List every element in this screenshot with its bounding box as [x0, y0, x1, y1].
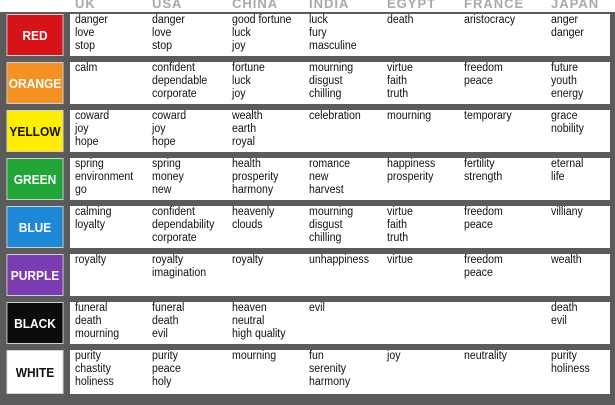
meaning-cell-china: [232, 14, 297, 53]
meaning-word: luck: [232, 27, 251, 39]
header-india: INDIA: [309, 0, 350, 11]
meaning-word: stop: [152, 40, 173, 52]
meaning-cell-usa: [152, 254, 211, 280]
meaning-cell-egypt: [387, 350, 402, 363]
meaning-cell-france: [464, 206, 506, 232]
meaning-word: joy: [75, 123, 89, 135]
meaning-cell-uk: [75, 14, 111, 53]
meaning-cell-japan: [551, 254, 584, 267]
header-japan: JAPAN: [551, 0, 600, 11]
meaning-word: harmony: [232, 184, 274, 196]
meaning-word: freedom: [464, 62, 503, 74]
meaning-word: virtue: [387, 254, 413, 266]
meaning-word: grace: [551, 110, 578, 122]
meaning-word: danger: [75, 14, 108, 26]
meaning-cell-france: [464, 158, 506, 184]
meaning-cell-china: [232, 350, 280, 363]
meanings-strip: [70, 302, 610, 344]
meaning-word: disgust: [309, 75, 343, 87]
meaning-word: energy: [551, 88, 584, 100]
header-china: CHINA: [232, 0, 279, 11]
meaning-cell-china: [232, 302, 290, 341]
color-row-orange: [0, 60, 615, 106]
meaning-word: fortune: [232, 62, 265, 74]
meaning-cell-india: [309, 62, 357, 101]
meaning-word: funeral: [152, 302, 185, 314]
meaning-cell-france: [464, 62, 506, 88]
meaning-word: royalty: [75, 254, 107, 266]
color-label: PURPLE: [6, 254, 63, 296]
meaning-word: purity: [75, 350, 101, 362]
meaning-word: money: [152, 171, 184, 183]
meaning-word: truth: [387, 88, 409, 100]
meaning-word: neutral: [232, 315, 265, 327]
meaning-word: joy: [232, 88, 246, 100]
meaning-word: harmony: [309, 376, 351, 388]
meaning-word: environment: [75, 171, 134, 183]
meaning-word: unhappiness: [309, 254, 370, 266]
meaning-word: strength: [464, 171, 503, 183]
meaning-word: freedom: [464, 254, 503, 266]
header-usa: USA: [152, 0, 183, 11]
meaning-word: coward: [152, 110, 187, 122]
meaning-word: chastity: [75, 363, 111, 375]
meaning-cell-china: [232, 254, 266, 267]
meaning-word: mourning: [309, 62, 354, 74]
meaning-word: calming: [75, 206, 112, 218]
meaning-word: spring: [152, 158, 181, 170]
meaning-cell-france: [464, 254, 506, 280]
meaning-cell-uk: [75, 254, 109, 267]
color-label: ORANGE: [6, 62, 63, 104]
meaning-word: royalty: [152, 254, 184, 266]
meaning-word: joy: [152, 123, 166, 135]
meaning-cell-egypt: [387, 158, 439, 184]
meaning-cell-uk: [75, 158, 138, 197]
meaning-cell-uk: [75, 350, 117, 389]
meaning-word: death: [387, 14, 414, 26]
meaning-word: danger: [551, 27, 584, 39]
meaning-word: high quality: [232, 328, 286, 340]
color-row-yellow: [0, 108, 615, 154]
meaning-word: evil: [152, 328, 168, 340]
color-label: BLACK: [6, 302, 63, 344]
meaning-word: luck: [309, 14, 328, 26]
meaning-cell-uk: [75, 62, 99, 75]
meaning-word: prosperity: [232, 171, 279, 183]
meaning-word: fertility: [464, 158, 495, 170]
meaning-word: new: [152, 184, 172, 196]
meaning-cell-france: [464, 350, 511, 363]
meaning-word: hope: [152, 136, 176, 148]
meaning-cell-france: [464, 110, 516, 123]
meaning-word: fury: [309, 27, 327, 39]
meaning-cell-japan: [551, 14, 587, 40]
meaning-word: holy: [152, 376, 172, 388]
meaning-word: health: [232, 158, 261, 170]
meaning-cell-usa: [152, 158, 187, 197]
meaning-word: chilling: [309, 88, 342, 100]
meaning-cell-france: [464, 14, 520, 27]
meaning-cell-india: [309, 110, 365, 123]
meaning-word: corporate: [152, 232, 197, 244]
meaning-cell-usa: [152, 206, 220, 245]
meaning-word: clouds: [232, 219, 263, 231]
meaning-word: royalty: [232, 254, 264, 266]
meaning-cell-india: [309, 350, 354, 389]
meaning-word: love: [75, 27, 95, 39]
meaning-word: stop: [75, 40, 96, 52]
color-row-black: [0, 300, 615, 346]
meaning-word: luck: [232, 75, 251, 87]
meaning-word: danger: [152, 14, 185, 26]
meaning-word: hope: [75, 136, 99, 148]
meaning-cell-egypt: [387, 254, 415, 267]
meaning-word: death: [152, 315, 179, 327]
meaning-cell-usa: [152, 110, 189, 149]
meaning-word: calm: [75, 62, 98, 74]
meaning-cell-japan: [551, 62, 586, 101]
meaning-word: serenity: [309, 363, 347, 375]
color-label: GREEN: [6, 158, 63, 200]
meaning-word: neutrality: [464, 350, 507, 362]
meaning-word: youth: [551, 75, 577, 87]
meaning-cell-uk: [75, 206, 115, 232]
meaning-cell-japan: [551, 206, 586, 219]
color-label: YELLOW: [6, 110, 63, 152]
meaning-word: faith: [387, 75, 408, 87]
meaning-cell-japan: [551, 302, 580, 328]
meaning-word: wealth: [551, 254, 582, 266]
meaning-cell-egypt: [387, 206, 415, 245]
meaning-word: corporate: [152, 88, 197, 100]
meaning-word: truth: [387, 232, 409, 244]
meaning-word: heaven: [232, 302, 267, 314]
meaning-word: peace: [152, 363, 181, 375]
meaning-cell-india: [309, 254, 374, 267]
meaning-word: heavenly: [232, 206, 275, 218]
meaning-word: holiness: [551, 363, 590, 375]
meaning-word: evil: [551, 315, 567, 327]
meaning-word: purity: [152, 350, 178, 362]
color-label: WHITE: [6, 350, 63, 394]
meaning-word: joy: [387, 350, 401, 362]
meaning-cell-uk: [75, 110, 112, 149]
meaning-word: future: [551, 62, 579, 74]
color-row-white: [0, 348, 615, 396]
meaning-word: wealth: [232, 110, 263, 122]
header-france: FRANCE: [464, 0, 525, 11]
meaning-word: dependability: [152, 219, 215, 231]
meaning-word: virtue: [387, 206, 413, 218]
meaning-word: loyalty: [75, 219, 106, 231]
color-row-purple: [0, 252, 615, 298]
meaning-word: eternal: [551, 158, 584, 170]
meaning-word: temporary: [464, 110, 512, 122]
meaning-word: new: [309, 171, 329, 183]
meaning-word: evil: [309, 302, 325, 314]
meaning-word: go: [75, 184, 87, 196]
meaning-word: aristocracy: [464, 14, 516, 26]
meaning-cell-india: [309, 14, 361, 53]
meaning-word: funeral: [75, 302, 108, 314]
meaning-cell-india: [309, 158, 354, 197]
meaning-word: faith: [387, 219, 408, 231]
meaning-word: confident: [152, 62, 195, 74]
meaning-cell-china: [232, 62, 268, 101]
meaning-word: spring: [75, 158, 104, 170]
meaning-word: virtue: [387, 62, 413, 74]
meaning-word: mourning: [387, 110, 432, 122]
meaning-word: royal: [232, 136, 255, 148]
header-uk: UK: [75, 0, 96, 11]
meaning-cell-japan: [551, 350, 593, 376]
meaning-word: anger: [551, 14, 579, 26]
meaning-word: peace: [464, 75, 493, 87]
meaning-word: imagination: [152, 267, 207, 279]
meaning-cell-china: [232, 206, 278, 232]
meaning-word: good fortune: [232, 14, 292, 26]
meaning-word: peace: [464, 267, 493, 279]
meaning-word: chilling: [309, 232, 342, 244]
meaning-word: disgust: [309, 219, 343, 231]
color-row-blue: [0, 204, 615, 250]
meaning-word: earth: [232, 123, 257, 135]
meaning-cell-japan: [551, 158, 586, 184]
meaning-word: harvest: [309, 184, 344, 196]
meaning-word: nobility: [551, 123, 584, 135]
meaning-cell-china: [232, 158, 283, 197]
meaning-word: prosperity: [387, 171, 434, 183]
meaning-word: mourning: [309, 206, 354, 218]
meaning-cell-india: [309, 206, 357, 245]
color-label: BLUE: [6, 206, 63, 248]
column-header: [0, 0, 615, 12]
meaning-word: masculine: [309, 40, 357, 52]
meaning-cell-japan: [551, 110, 587, 136]
meaning-word: death: [551, 302, 578, 314]
meaning-word: happiness: [387, 158, 436, 170]
meaning-word: death: [75, 315, 102, 327]
color-label: RED: [6, 14, 63, 56]
meaning-word: life: [551, 171, 565, 183]
meaning-word: mourning: [75, 328, 120, 340]
meaning-word: celebration: [309, 110, 361, 122]
meaning-word: confident: [152, 206, 195, 218]
meaning-word: freedom: [464, 206, 503, 218]
meaning-cell-uk: [75, 302, 123, 341]
meaning-word: dependable: [152, 75, 208, 87]
meaning-word: villiany: [551, 206, 583, 218]
meaning-cell-china: [232, 110, 265, 149]
color-row-green: [0, 156, 615, 202]
meaning-cell-india: [309, 302, 326, 315]
meaning-word: purity: [551, 350, 577, 362]
meaning-cell-usa: [152, 62, 212, 101]
meaning-word: joy: [232, 40, 246, 52]
meaning-word: mourning: [232, 350, 277, 362]
meaning-cell-usa: [152, 14, 188, 53]
header-egypt: EGYPT: [387, 0, 437, 11]
meaning-cell-egypt: [387, 14, 416, 27]
meaning-cell-usa: [152, 350, 183, 389]
meaning-cell-egypt: [387, 62, 415, 101]
meaning-cell-usa: [152, 302, 187, 341]
meaning-word: holiness: [75, 376, 114, 388]
meaning-word: love: [152, 27, 172, 39]
meaning-word: romance: [309, 158, 351, 170]
meaning-word: fun: [309, 350, 324, 362]
meaning-word: coward: [75, 110, 110, 122]
color-row-red: [0, 12, 615, 58]
meaning-word: peace: [464, 219, 493, 231]
meaning-cell-egypt: [387, 110, 435, 123]
